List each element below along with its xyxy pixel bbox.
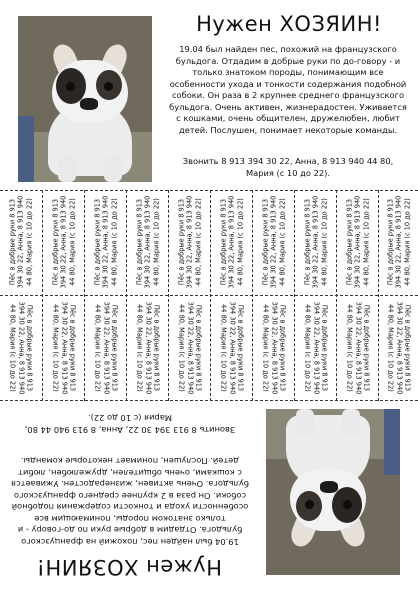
tab-text: Пёс в добрые руки 8 913 394 30 22, Анна, 8 913 940 44 80, Мария (с 10 до 22) [8,195,34,289]
tab-text: Пёс в добрые руки 8 913 394 30 22, Анна, 8 913 940 44 80, Мария (с 10 до 22) [218,195,244,289]
tear-off-tabs [0,190,418,401]
tab-text: Пёс в добрые руки 8 913 394 30 22, Анна, 8 913 940 44 80, Мария (с 10 до 22) [385,195,411,289]
tab-text: Пёс в добрые руки 8 913 394 30 22, Анна, 8 913 940 44 80, Мария (с 10 до 22) [302,195,328,289]
tab-text: Пёс в добрые руки 8 913 394 30 22, Анна, 8 913 940 44 80, Мария (с 10 до 22) [219,301,245,395]
dog-photo [18,16,152,182]
tab-text: Пёс в добрые руки 8 913 394 30 22, Анна, 8 913 940 44 80, Мария (с 10 до 22) [93,301,119,395]
tab-text: Пёс в добрые руки 8 913 394 30 22, Анна, 8 913 940 44 80, Мария (с 10 до 22) [303,301,329,395]
tab-text: Пёс в добрые руки 8 913 394 30 22, Анна, 8 913 940 44 80, Мария (с 10 до 22) [344,195,370,289]
tab-text: Пёс в добрые руки 8 913 394 30 22, Анна, 8 913 940 44 80, Мария (с 10 до 22) [50,195,76,289]
ad-title: Нужен ХОЗЯИН! [36,555,222,579]
tab-text: Пёс в добрые руки 8 913 394 30 22, Анна, 8 913 940 44 80, Мария (с 10 до 22) [51,301,77,395]
dog-photo [266,409,400,575]
tab-text: Пёс в добрые руки 8 913 394 30 22, Анна, 8 913 940 44 80, Мария (с 10 до 22) [260,195,286,289]
cut-line [0,190,418,191]
tab-text: Пёс в добрые руки 8 913 394 30 22, Анна, 8 913 940 44 80, Мария (с 10 до 22) [8,301,34,395]
ad-description: 19.04 был найден пес, похожий на французского бульдога. Отдадим в добрые руки по до-говору - и только знатоком породы, понимающим все особенности ухода и тонкости содержания подобной собоки. Он раза в 2 крупнее среднего французского бульдога. Очень активен, жизнерадостен. Уживается с кошками, очень общителен, дружелюбен, любит детей. Послушен, понимает некоторые команды. [169,44,407,135]
ad-bottom [0,401,418,591]
tab-text: Пёс в добрые руки 8 913 394 30 22, Анна, 8 913 940 44 80, Мария (с 10 до 22) [261,301,287,395]
ad-title: Нужен ХОЗЯИН! [196,12,382,36]
tab-text: Пёс в добрые руки 8 913 394 30 22, Анна, 8 913 940 44 80, Мария (с 10 до 22) [345,301,371,395]
ad-top [0,0,418,190]
ad-contact: Звонить 8 913 394 30 22, Анна, 8 913 940 44 80, Мария (с 10 до 22). [24,413,236,435]
tab-text: Пёс в добрые руки 8 913 394 30 22, Анна, 8 913 940 44 80, Мария (с 10 до 22) [92,195,118,289]
tab-text: Пёс в добрые руки 8 913 394 30 22, Анна, 8 913 940 44 80, Мария (с 10 до 22) [135,301,161,395]
tab-text: Пёс в добрые руки 8 913 394 30 22, Анна, 8 913 940 44 80, Мария (с 10 до 22) [134,195,160,289]
tab-text: Пёс в добрые руки 8 913 394 30 22, Анна, 8 913 940 44 80, Мария (с 10 до 22) [386,301,412,395]
cut-line [0,295,418,296]
tab-text: Пёс в добрые руки 8 913 394 30 22, Анна, 8 913 940 44 80, Мария (с 10 до 22) [177,301,203,395]
tab-text: Пёс в добрые руки 8 913 394 30 22, Анна, 8 913 940 44 80, Мария (с 10 до 22) [176,195,202,289]
ad-contact: Звонить 8 913 394 30 22, Анна, 8 913 940 44 80, Мария (с 10 до 22). [182,156,394,178]
ad-description: 19.04 был найден пес, похожий на французского бульдога. Отдадим в добрые руки по до-говору - и только знатоком породы, понимающим все особенности ухода и тонкости содержания подобной собоки. Он раза в 2 крупнее среднего французского бульдога. Очень активен, жизнерадостен. Уживается с кошками, очень общителен, дружелюбен, любит детей. Послушен, понимает некоторые команды. [11,456,249,547]
